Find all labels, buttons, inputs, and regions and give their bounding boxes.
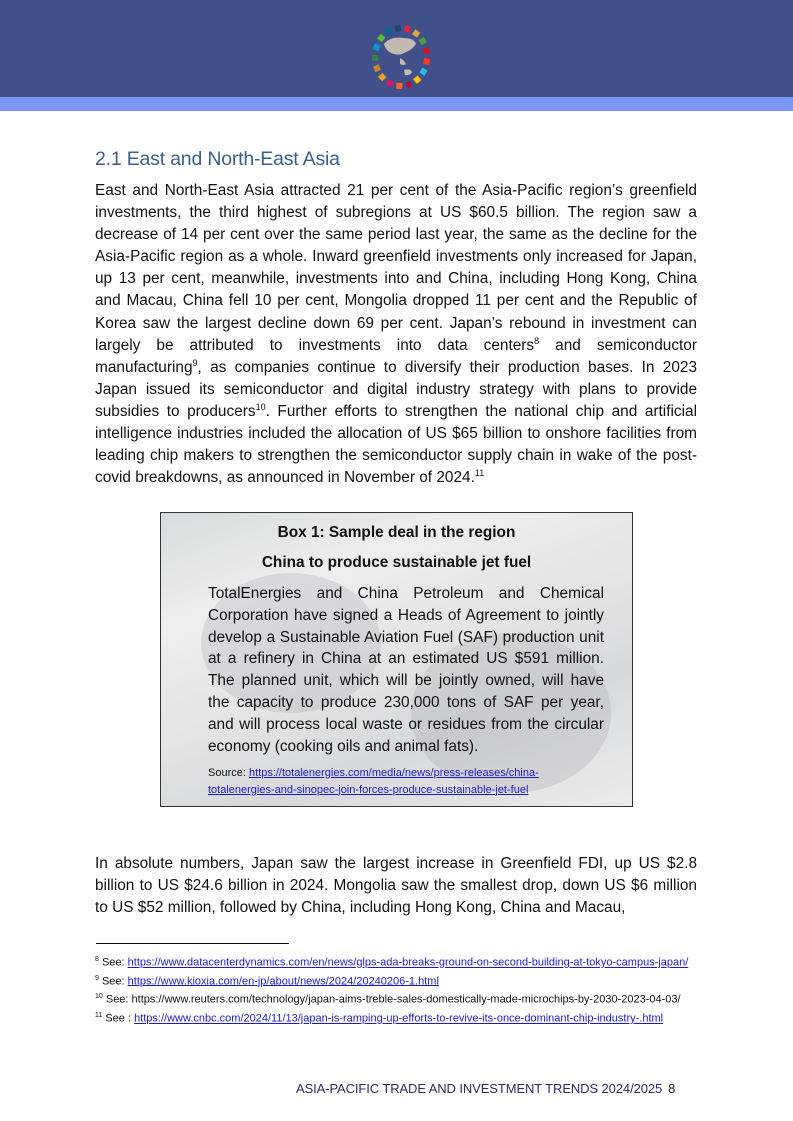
box-source (208, 765, 604, 798)
section-title: 2.1 East and North-East Asia (95, 148, 340, 170)
box-subtitle: China to produce sustainable jet fuel (261, 554, 532, 571)
footnote-link[interactable]: https://www.kioxia.com/en-jp/about/news/2024/20240206-1.html (127, 975, 439, 988)
logo-ring-segment (395, 25, 402, 32)
footnote-10 (95, 989, 695, 1008)
footnote-ref-8[interactable]: 8 (534, 335, 540, 346)
logo-ring-segment (372, 55, 378, 61)
para1-text-2: and semiconductor manufacturing (95, 336, 697, 376)
footnote-ref-9[interactable]: 9 (192, 357, 198, 368)
box-source-label: Source: (208, 767, 249, 779)
body-paragraph-2: In absolute numbers, Japan saw the largest increase in Greenfield FDI, up US $2.8 billion to US $24.6 billion in 2024. Mongolia saw the smallest drop, down US $6 million to US $52 million, followed by China, including Hong Kong, China and Macau, (95, 855, 697, 917)
footnote-link[interactable]: https://www.cnbc.com/2024/11/13/japan-is-ramping-up-efforts-to-revive-its-once-dominant-chip-industry-.html (134, 1012, 664, 1025)
header-accent-band (0, 97, 793, 111)
page-number: 8 (668, 1081, 676, 1096)
footer-title: ASIA-PACIFIC TRADE AND INVESTMENT TRENDS 2024/2025 (296, 1081, 663, 1096)
footnote-ref-11[interactable]: 11 (474, 468, 485, 479)
body-paragraph-1 (95, 180, 697, 489)
logo-ring-segment (396, 83, 402, 89)
para1-text-1: East and North-East Asia attracted 21 per cent of the Asia-Pacific region’s greenfield investments, the third highest of subregions at US $60.5 billion. The region saw a decrease of 14 per cent over the same period last year, the same as the decline for the Asia-Pacific region as a whole. Inward greenfield investments only increased for Japan, up 13 per cent, meanwhile, investments into and China, including Hong Kong, China and Macau, China fell 10 per cent, Mongolia dropped 11 per cent and the Republic of Korea saw the largest decline down 69 per cent. Japan’s rebound in investment can largely be attributed to investments into data centers (95, 182, 697, 354)
footnote-label: See : (102, 1012, 135, 1025)
para1-text-3: , as companies continue to diversify their production bases. In 2023 Japan issued its semiconductor and digital industry strategy with plans to provide subsidies to producers (95, 358, 697, 420)
footnote-number: 11 (95, 1011, 103, 1019)
sample-deal-box (160, 512, 633, 807)
footnote-label: See: (98, 975, 128, 988)
page-footer (296, 1081, 675, 1096)
footnote-label: See: (102, 993, 132, 1006)
footnote-separator (96, 943, 289, 944)
para1-text-4: . Further efforts to strengthen the national chip and artificial intelligence industries included the allocation of US $65 billion to onshore facilities from leading chip makers to strengthen the semiconductor supply chain in wake of the post-covid breakdowns, as announced in November of 2024. (95, 402, 697, 487)
footnote-8 (95, 952, 695, 971)
footnote-number: 10 (95, 993, 103, 1001)
logo-ring-segment (423, 47, 430, 54)
footnote-11 (95, 1008, 695, 1027)
footnote-9 (95, 971, 695, 990)
footnote-ref-10[interactable]: 10 (255, 401, 266, 412)
box-body-text: TotalEnergies and China Petroleum and Chemical Corporation have signed a Heads of Agreement to jointly develop a Sustainable Aviation Fuel (SAF) production unit at a refinery in China at an estimated US $591 million. The planned unit, which will be jointly owned, will have the capacity to produce 230,000 tons of SAF per year, and will process local waste or residues from the circular economy (cooking oils and animal fats). (208, 585, 604, 755)
footnote-label: See: (98, 956, 128, 969)
footnote-url-text: https://www.reuters.com/technology/japan-aims-treble-sales-domestically-made-microchips-by-2030-2023-04-03/ (131, 993, 681, 1006)
footnotes (95, 952, 695, 1027)
footnote-number: 9 (95, 974, 99, 982)
asia-pacific-globe-logo-icon (370, 24, 432, 90)
footnote-number: 8 (95, 956, 99, 963)
logo-ring-segment (423, 58, 430, 65)
box-title: Box 1: Sample deal in the region (277, 524, 516, 541)
box-source-link[interactable]: https://totalenergies.com/media/news/press-releases/china-totalenergies-and-sinopec-join-forces-produce-sustainable-jet-fuel (208, 767, 539, 796)
footnote-link[interactable]: https://www.datacenterdynamics.com/en/news/glps-ada-breaks-ground-on-second-building-at-tokyo-campus-japan/ (127, 956, 689, 969)
